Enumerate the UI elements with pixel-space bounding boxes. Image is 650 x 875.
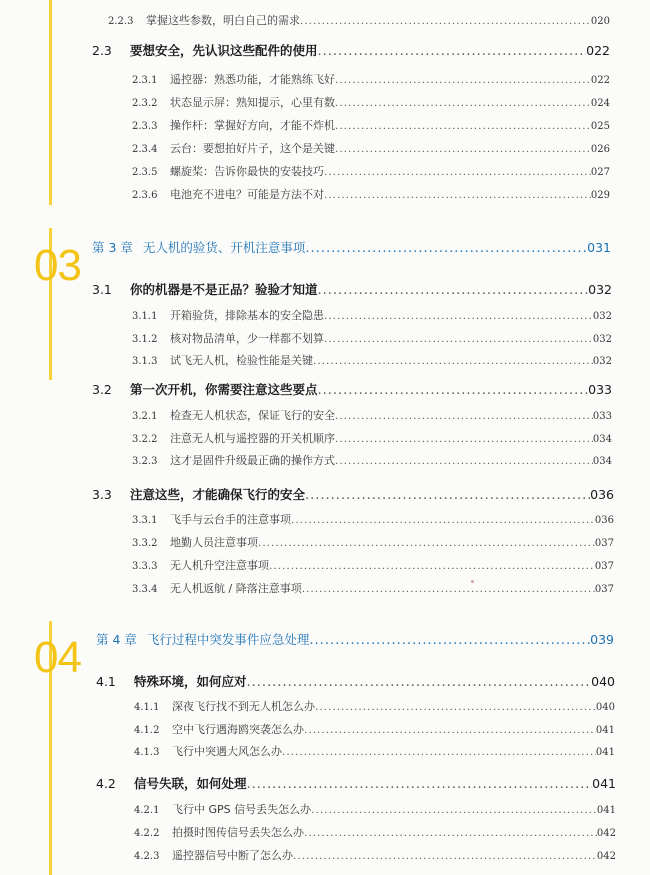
entry-number: 3.3.1 [132,515,158,526]
entry-title: 飞手与云台手的注意事项 [170,513,291,526]
entry-page-number: 040 [591,674,615,689]
toc-section-entry[interactable] [92,41,610,59]
entry-title: 操作杆：掌握好方向，才能不炸机 [170,119,335,132]
chapter-number-graphic: 03 [34,241,81,290]
dot-leader [315,701,596,713]
toc-subsection-entry[interactable] [132,557,614,573]
entry-title: 信号失联，如何处理 [134,776,247,791]
entry-page-number: 032 [588,282,612,297]
entry-number: 3.2.3 [132,456,158,467]
dot-leader [324,310,593,322]
entry-title: 你的机器是不是正品？验验才知道 [130,282,318,297]
entry-title: 遥控器信号中断了怎么办 [172,849,293,862]
entry-page-number: 026 [590,144,610,155]
entry-number: 3.2 [92,382,112,397]
dot-leader [247,675,592,690]
entry-number: 3.1 [92,282,112,297]
entry-page-number: 039 [590,632,614,647]
dot-leader [324,333,593,345]
entry-title: 无人机返航 / 降落注意事项 [170,582,302,595]
entry-number: 2.3.2 [132,98,158,109]
toc-subsection-entry[interactable] [134,721,615,737]
toc-subsection-entry[interactable] [132,163,610,179]
toc-subsection-entry[interactable] [132,534,614,550]
entry-title: 飞行中 GPS 信号丢失怎么办 [172,803,312,816]
entry-number: 4.2.1 [134,805,160,816]
entry-page-number: 032 [592,334,612,345]
entry-title: 第一次开机，你需要注意这些要点 [130,382,318,397]
entry-title: 无人机的验货、开机注意事项 [142,240,306,255]
entry-title: 云台：要想拍好片子，这个是关键 [170,142,335,155]
toc-chapter-entry[interactable] [96,630,614,648]
entry-page-number: 025 [590,121,610,132]
toc-subsection-entry[interactable] [132,452,612,468]
entry-number: 4.1 [96,674,116,689]
entry-number: 2.2.3 [108,16,134,27]
entry-title: 状态显示屏：熟知提示，心里有数 [170,96,335,109]
dot-leader [311,804,597,816]
entry-number: 3.3.3 [132,561,158,572]
entry-page-number: 032 [592,356,612,367]
entry-title: 螺旋桨：告诉你最快的安装技巧 [170,165,324,178]
dot-leader [305,488,590,503]
toc-subsection-entry[interactable] [108,12,610,28]
entry-title: 要想安全，先认识这些配件的使用 [130,43,318,58]
entry-title: 特殊环境，如何应对 [134,674,247,689]
entry-page-number: 041 [595,725,615,736]
entry-page-number: 031 [587,240,611,255]
entry-title: 飞行中突遇大风怎么办 [172,745,282,758]
entry-number: 3.1.2 [132,334,158,345]
entry-number: 第 3 章 [92,240,133,255]
dot-leader [304,724,596,736]
entry-title: 试飞无人机，检验性能是关键 [170,354,313,367]
chapter-number-graphic: 04 [34,633,81,682]
dot-leader [304,827,597,839]
entry-number: 2.3 [92,43,112,58]
toc-section-entry[interactable] [92,280,612,298]
toc-subsection-entry[interactable] [134,847,616,863]
entry-title: 注意这些，才能确保飞行的安全 [130,487,306,502]
entry-number: 2.3.6 [132,190,158,201]
toc-subsection-entry[interactable] [132,94,610,110]
dot-leader [324,166,591,178]
entry-title: 无人机升空注意事项 [170,559,269,572]
entry-page-number: 036 [590,487,614,502]
entry-page-number: 034 [592,456,612,467]
dot-leader [318,283,589,298]
entry-title: 遥控器：熟悉功能，才能熟练飞好 [170,73,335,86]
entry-page-number: 020 [590,16,610,27]
entry-page-number: 022 [586,43,610,58]
toc-subsection-entry[interactable] [132,71,610,87]
entry-page-number: 036 [594,515,614,526]
toc-subsection-entry[interactable] [134,698,615,714]
toc-subsection-entry[interactable] [132,407,612,423]
entry-number: 3.3 [92,487,112,502]
dot-leader [335,410,593,422]
toc-subsection-entry[interactable] [134,824,616,840]
dot-leader [293,850,597,862]
dot-leader [313,355,593,367]
entry-title: 拍摄时图传信号丢失怎么办 [172,826,304,839]
dot-leader [269,560,595,572]
entry-title: 电池充不进电？可能是方法不对 [170,188,324,201]
dot-leader [247,777,593,792]
entry-number: 2.3.5 [132,167,158,178]
toc-chapter-entry[interactable] [92,238,611,256]
entry-page-number: 022 [590,75,610,86]
entry-number: 2.3.4 [132,144,158,155]
toc-subsection-entry[interactable] [132,580,614,596]
toc-subsection-entry[interactable] [132,352,612,368]
entry-number: 4.2.2 [134,828,160,839]
dot-leader [305,241,587,256]
entry-number: 3.3.2 [132,538,158,549]
entry-number: 2.3.1 [132,75,158,86]
dot-leader [258,537,595,549]
dot-leader [300,15,591,27]
entry-number: 3.1.3 [132,356,158,367]
entry-page-number: 041 [595,747,615,758]
dot-leader [302,583,595,595]
entry-page-number: 024 [590,98,610,109]
toc-subsection-entry[interactable] [134,801,616,817]
entry-page-number: 027 [590,167,610,178]
entry-title: 飞行过程中突发事件应急处理 [146,632,310,647]
entry-title: 检查无人机状态，保证飞行的安全 [170,409,335,422]
entry-number: 4.1.2 [134,725,160,736]
entry-number: 4.1.1 [134,702,160,713]
entry-page-number: 029 [590,190,610,201]
entry-page-number: 041 [592,776,616,791]
dot-leader [335,97,591,109]
yellow-margin-rule [49,0,52,205]
toc-section-entry[interactable] [92,485,614,503]
toc-section-entry[interactable] [92,380,612,398]
entry-number: 3.3.4 [132,584,158,595]
dot-leader [335,120,591,132]
entry-title: 深夜飞行找不到无人机怎么办 [172,700,315,713]
entry-title: 开箱验货，排除基本的安全隐患 [170,309,324,322]
entry-number: 3.2.1 [132,411,158,422]
toc-subsection-entry[interactable] [132,117,610,133]
entry-page-number: 041 [596,805,616,816]
entry-page-number: 042 [596,851,616,862]
entry-page-number: 033 [592,411,612,422]
dot-leader [309,633,590,648]
toc-section-entry[interactable] [96,672,615,690]
toc-subsection-entry[interactable] [134,743,615,759]
entry-page-number: 032 [592,311,612,322]
entry-number: 3.2.2 [132,434,158,445]
dot-leader [335,74,591,86]
dot-leader [335,143,591,155]
toc-subsection-entry[interactable] [132,430,612,446]
entry-page-number: 037 [594,538,614,549]
entry-page-number: 042 [596,828,616,839]
entry-title: 地勤人员注意事项 [170,536,258,549]
entry-title: 掌握这些参数，明白自己的需求 [146,14,300,27]
entry-number: 4.2.3 [134,851,160,862]
toc-subsection-entry[interactable] [132,186,610,202]
print-speck [471,580,474,583]
dot-leader [324,189,591,201]
entry-title: 注意无人机与遥控器的开关机顺序 [170,432,335,445]
entry-number: 第 4 章 [96,632,137,647]
toc-subsection-entry[interactable] [132,330,612,346]
dot-leader [318,44,587,59]
entry-page-number: 034 [592,434,612,445]
entry-number: 4.1.3 [134,747,160,758]
entry-title: 核对物品清单，少一样都不划算 [170,332,324,345]
entry-page-number: 037 [594,584,614,595]
entry-title: 这才是固件升级最正确的操作方式 [170,454,335,467]
entry-page-number: 033 [588,382,612,397]
entry-title: 空中飞行遇海鸥突袭怎么办 [172,723,304,736]
dot-leader [291,514,595,526]
toc-subsection-entry[interactable] [132,140,610,156]
toc-subsection-entry[interactable] [132,511,614,527]
dot-leader [335,455,593,467]
entry-number: 4.2 [96,776,116,791]
dot-leader [282,746,596,758]
toc-subsection-entry[interactable] [132,307,612,323]
toc-section-entry[interactable] [96,774,616,792]
entry-page-number: 040 [595,702,615,713]
dot-leader [318,383,589,398]
entry-number: 3.1.1 [132,311,158,322]
dot-leader [335,433,593,445]
entry-number: 2.3.3 [132,121,158,132]
entry-page-number: 037 [594,561,614,572]
